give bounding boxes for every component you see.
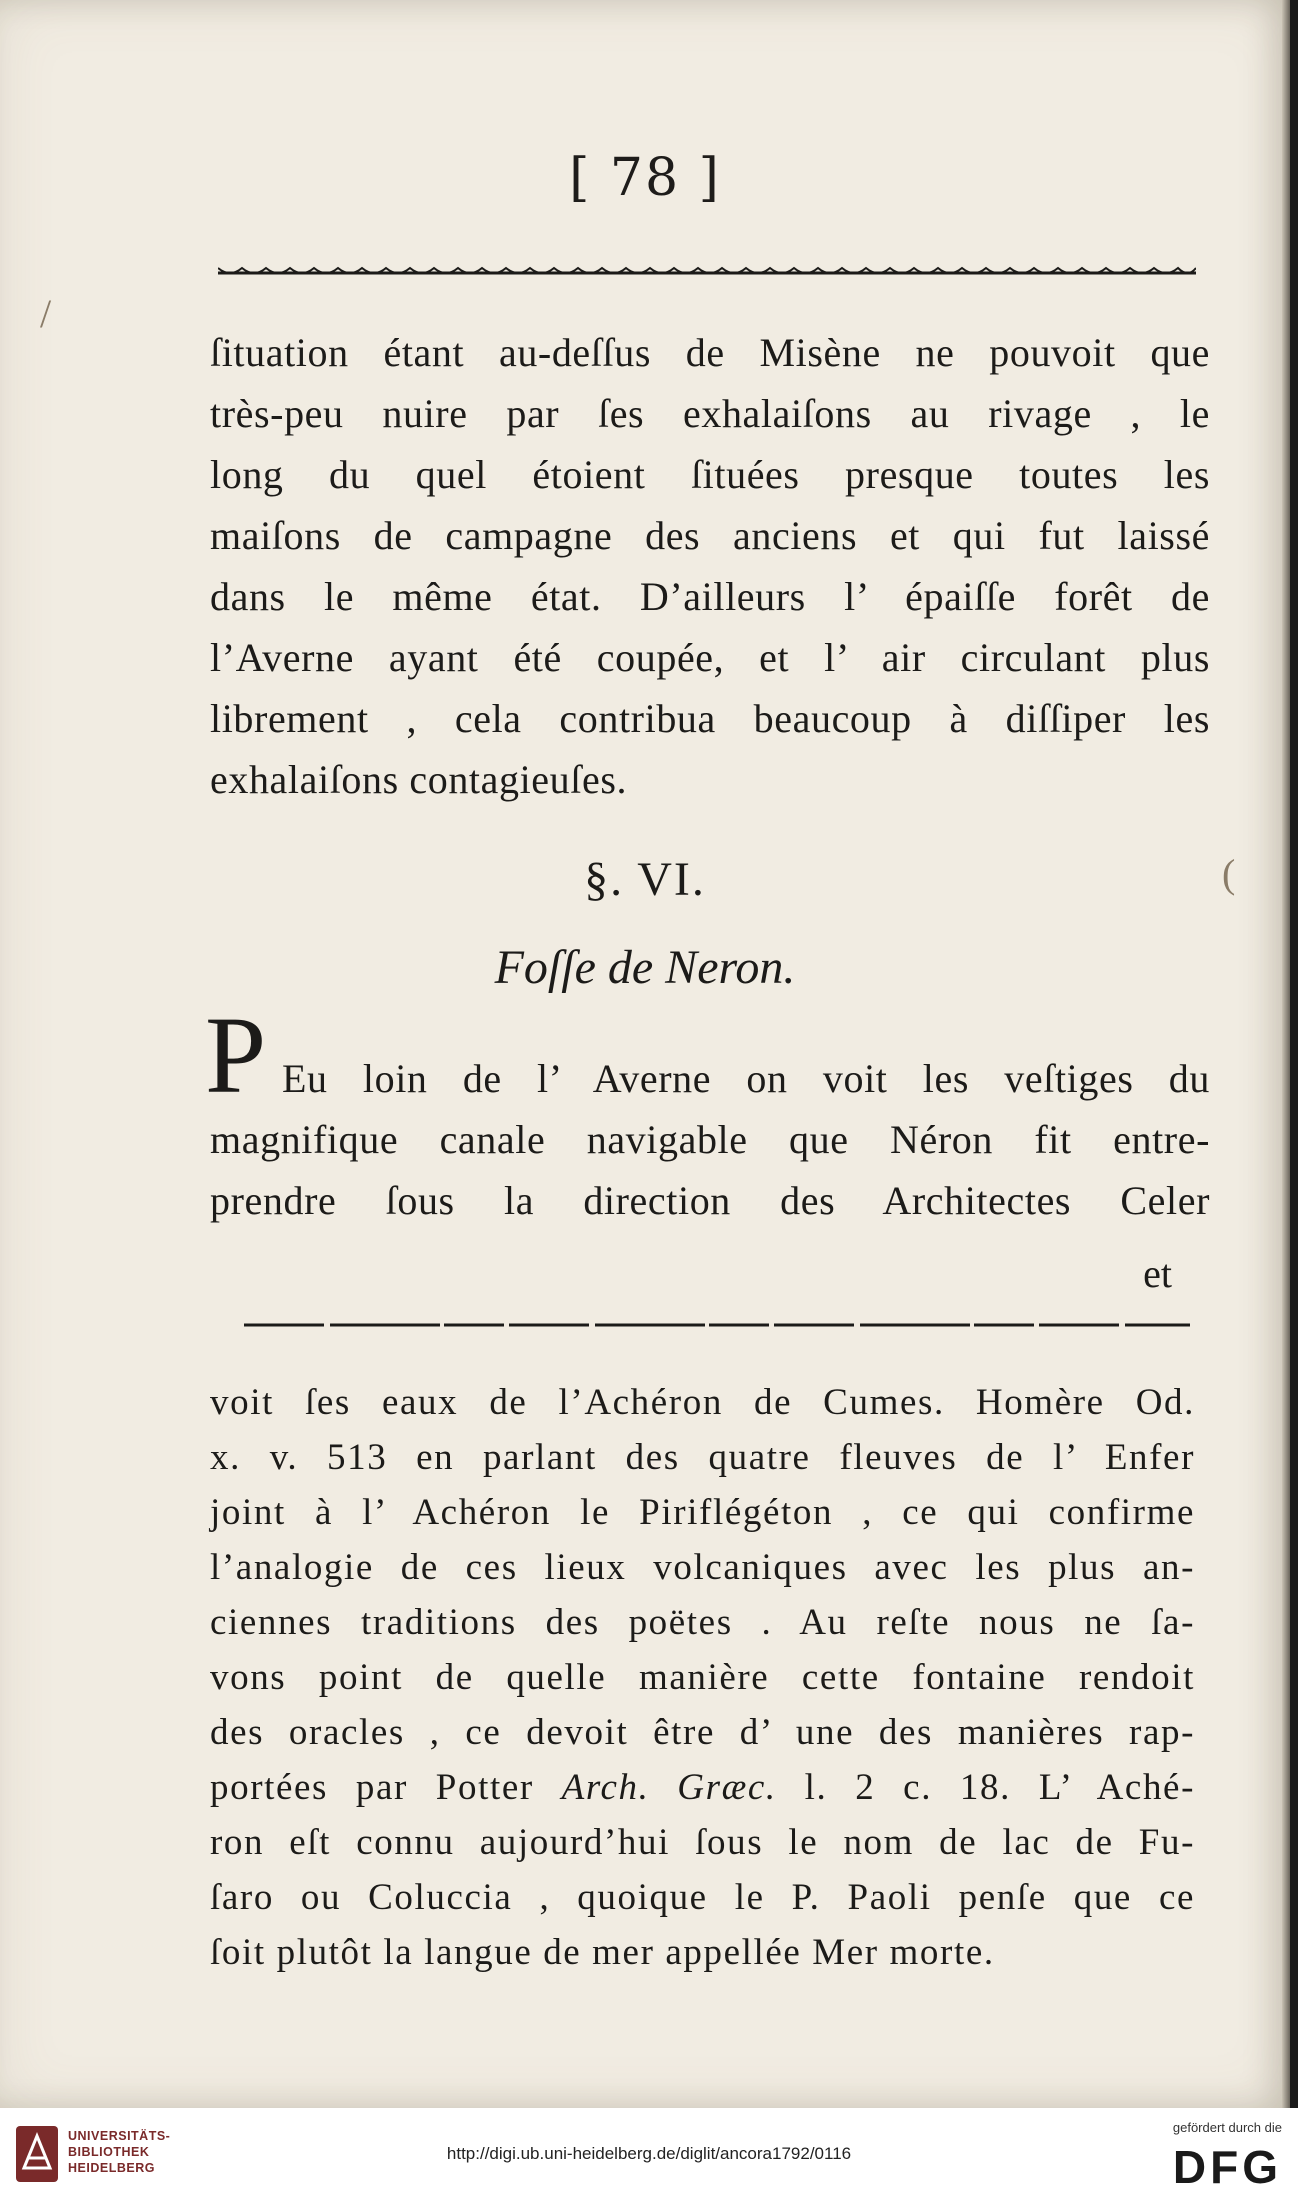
section-number: §. VI. [584,853,706,906]
note-line [210,1760,1195,1815]
margin-mark: / [40,291,52,336]
note-line: des oracles , ce devoit être d’ une des manières rap- [210,1712,1195,1753]
text-line: exhalaiſons contagieuſes. [210,757,628,802]
text-line: dans le même état. D’ailleurs l’ épaiſſe forêt de [210,574,1210,619]
note-line: joint à l’ Achéron le Piriflégéton , ce qui confirme [210,1492,1195,1533]
viewer-footer [0,2108,1298,2200]
note-line: ciennes traditions des poëtes . Au reſte nous ne ſa- [210,1602,1195,1643]
library-name-line: UNIVERSITÄTS- [68,2129,171,2143]
dfg-logo[interactable]: DFG [1172,2141,1282,2193]
drop-capital: P [205,994,267,1116]
note-text: portées par Potter [210,1767,562,1808]
note-line: voit ſes eaux de l’Achéron de Cumes. Homère Od. [210,1382,1195,1423]
text-line: Eu loin de l’ Averne on voit les veſtiges du [282,1056,1210,1101]
catchword: et [1143,1251,1172,1296]
text-line: magnifique canale navigable que Néron fit entre- [210,1117,1210,1162]
text-line: ſituation étant au-deſſus de Misène ne pouvoit que [210,330,1210,375]
library-name-line: HEIDELBERG [68,2161,155,2175]
ornamental-rule [218,262,1196,284]
text-line: très-peu nuire par ſes exhalaiſons au rivage , le [210,391,1210,436]
page-edge [1282,0,1290,2108]
funding-label: gefördert durch die [1172,2120,1282,2135]
note-line: ſoit plutôt la langue de mer appellée Mer morte. [210,1932,995,1973]
text-line: long du quel étoient ſituées presque toutes les [210,452,1210,497]
margin-mark: ( [1222,851,1236,896]
library-name-line: BIBLIOTHEK [68,2145,150,2159]
section-title: Foſſe de Neron. [494,941,796,994]
permalink-url[interactable]: http://digi.ub.uni-heidelberg.de/diglit/ancora1792/0116 [446,2144,852,2163]
text-line: librement , cela contribua beaucoup à diſſiper les [210,696,1210,741]
paragraph-text [210,1109,1210,1231]
text-line: maiſons de campagne des anciens et qui fut laissé [210,513,1210,558]
note-line: l’analogie de ces lieux volcaniques avec les plus an- [210,1547,1195,1588]
text-line: l’Averne ayant été coupée, et l’ air circulant plus [210,635,1210,680]
note-line: ſaro ou Coluccia , quoique le P. Paoli penſe que ce [210,1877,1195,1918]
footnote-text [210,1375,1195,1980]
note-line: x. v. 513 en parlant des quatre fleuves de l’ Enfer [210,1437,1195,1478]
paragraph-first-line [282,1048,1210,1109]
note-text: l. 2 c. 18. L’ Aché- [776,1767,1195,1808]
italic-citation: Arch. Græc. [561,1767,777,1808]
main-text [210,322,1210,810]
note-line: ron eſt connu aujourd’hui ſous le nom de lac de Fu- [210,1822,1195,1863]
text-line: prendre ſous la direction des Architectes Celer [210,1178,1210,1223]
page-number-header: [ 78 ] [569,148,721,208]
footnote-rule [244,1322,1190,1328]
note-line: vons point de quelle manière cette fontaine rendoit [210,1657,1195,1698]
